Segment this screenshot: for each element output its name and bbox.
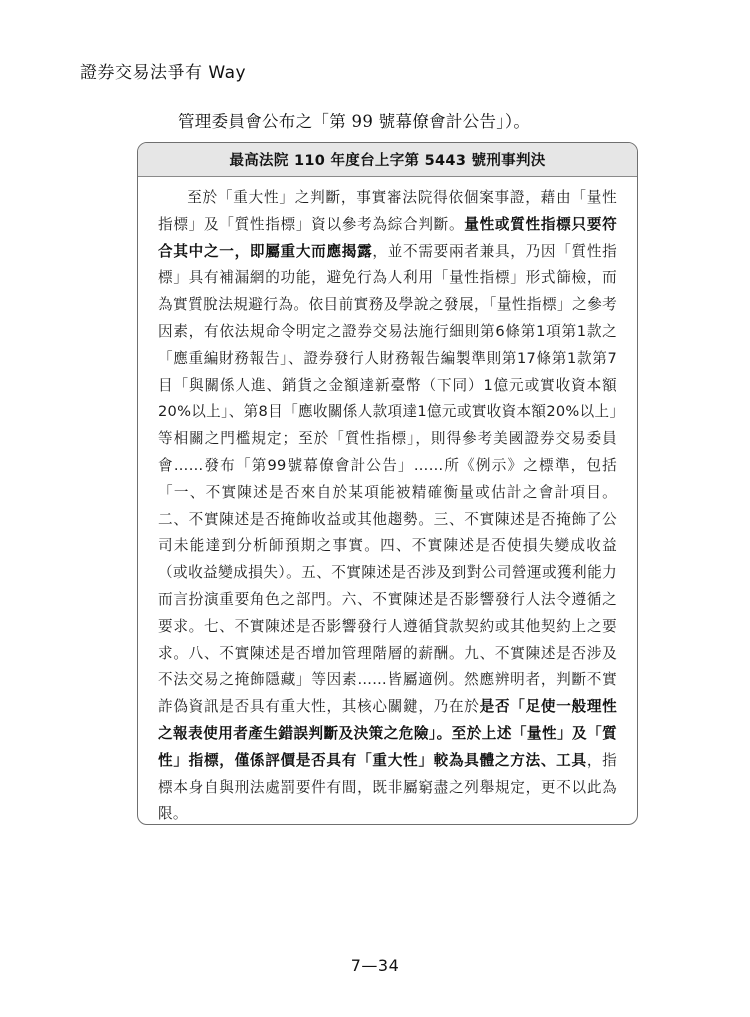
- running-header: 證券交易法爭有 Way: [80, 63, 247, 83]
- case-body: [138, 177, 637, 825]
- case-text-emphasis: 是否「足使一般理性之報表使用者產生錯誤判斷及決策之危險」。至於上述「量性」及「質性」指標，僅係評價是否具有「重大性」較為具體之方法、工具: [158, 698, 617, 769]
- page-number: 7—34: [350, 956, 400, 975]
- case-text-segment: ，並不需要兩者兼具，乃因「質性指標」具有補漏網的功能，避免行為人利用「量性指標」形式篩檢，而為實質脫法規避行為。依目前實務及學說之發展，「量性指標」之參考因素，有依法規命令明定之證券交易法施行細則第6條第1項第1款之「應重編財務報告」、證券發行人財務報告編製準則第17條第1款第7目「與關係人進、銷貨之金額達新臺幣（下同）1億元或實收資本額20%以上」、第8目「應收關係人款項達1億元或實收資本額20%以上」等相關之門檻規定；至於「質性指標」，則得參考美國證券交易委員會……發布「第99號幕僚會計公告」……所《例示》之標準，包括「一、不實陳述是否來自於某項能被精確衡量或估計之會計項目。二、不實陳述是否掩飾收益或其他趨勢。三、不實陳述是否掩飾了公司未能達到分析師預期之事實。四、不實陳述是否使損失變成收益（或收益變成損失）。五、不實陳述是否涉及到對公司營運或獲利能力而言扮演重要角色之部門。六、不實陳述是否影響發行人法令遵循之要求。七、不實陳述是否影響發行人遵循貸款契約或其他契約上之要求。八、不實陳述是否增加管理階層的薪酬。九、不實陳述是否涉及不法交易之掩飾隱藏」等因素……皆屬適例。然應辨明者，判斷不實詐偽資訊是否具有重大性，其核心關鍵，乃在於: [158, 242, 617, 716]
- case-excerpt-box: [137, 142, 638, 825]
- case-text-segment: ，指標本身自與刑法處罰要件有間，既非屬窮盡之列舉規定，更不以此為限。: [158, 751, 617, 823]
- intro-line: 管理委員會公布之「第 99 號幕僚會計公告」）。: [178, 112, 531, 131]
- case-text-segment: 至於「重大性」之判斷，事實審法院得依個案事證，藉由「量性指標」及「質性指標」資以參考為綜合判斷。: [158, 189, 617, 233]
- case-text-emphasis: 量性或質性指標只要符合其中之一，即屬重大而應揭露: [158, 215, 617, 260]
- case-title: 最高法院 110 年度台上字第 5443 號刑事判決: [138, 143, 637, 177]
